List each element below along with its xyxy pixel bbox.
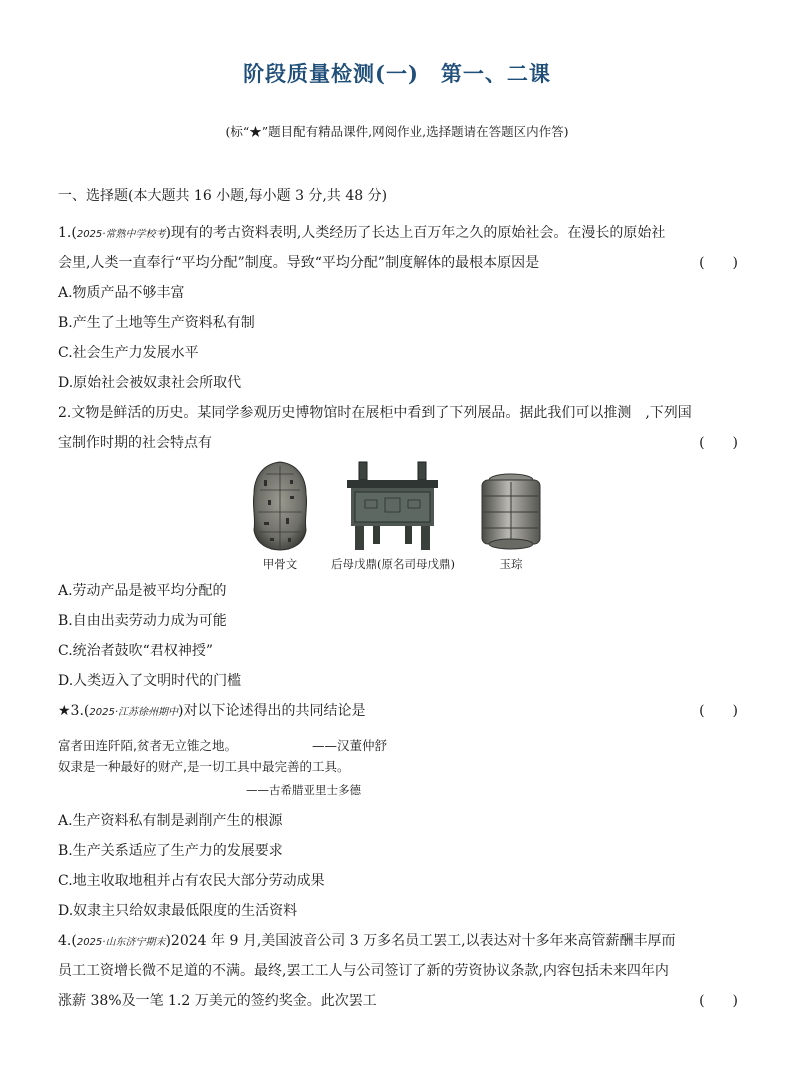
page-title: 阶段质量检测(一) 第一、二课	[243, 61, 551, 86]
oracle-bone-image	[250, 460, 310, 552]
q2-option-c[interactable]: C.统治者鼓吹“君权神授”	[58, 643, 213, 659]
q3-option-c[interactable]: C.地主收取地租并占有农民大部分劳动成果	[58, 873, 325, 889]
q3-quote2: 奴隶是一种最好的财产,是一切工具中最完善的工具。	[58, 759, 350, 774]
q1-option-d[interactable]: D.原始社会被奴隶社会所取代	[58, 375, 242, 391]
q2-option-b[interactable]: B.自由出卖劳动力成为可能	[58, 613, 227, 629]
q2-line2: 宝制作时期的社会特点有	[58, 435, 212, 451]
q4-line2: 员工工资增长微不足道的不满。最终,罢工工人与公司签订了新的劳资协议条款,内容包括未来四年内	[58, 963, 669, 979]
q2-line1: 2.文物是鲜活的历史。某同学参观历史博物馆时在展柜中看到了下列展品。据此我们可以推测 ,下列国	[58, 405, 692, 421]
q3-quote2-author: ——古希腊亚里士多德	[246, 783, 361, 797]
caption-oracle-bone: 甲骨文	[262, 557, 298, 571]
caption-jade-cong: 玉琮	[499, 557, 523, 571]
q3-option-d[interactable]: D.奴隶主只给奴隶最低限度的生活资料	[58, 903, 298, 919]
houmuwu-ding-image	[345, 460, 440, 552]
q4-line1: 4.(2025·山东济宁期末)2024 年 9 月,美国波音公司 3 万多名员工罢工,以表达对十多年来高管薪酬丰厚而	[58, 933, 676, 949]
caption-houmuwu-ding: 后母戊鼎(原名司母戊鼎)	[331, 557, 455, 571]
q1-option-b[interactable]: B.产生了土地等生产资料私有制	[58, 315, 255, 331]
q2-answer-paren[interactable]: ( )	[699, 435, 738, 451]
q1-answer-paren[interactable]: ( )	[699, 255, 738, 271]
q3-stem: ★3.(2025·江苏徐州期中)对以下论述得出的共同结论是	[58, 703, 366, 719]
q3-source: 2025·江苏徐州期中	[89, 707, 179, 718]
jade-cong-image	[478, 472, 544, 550]
q1-source: 2025·常熟中学校考	[76, 229, 166, 240]
section-heading: 一、选择题(本大题共 16 小题,每小题 3 分,共 48 分)	[58, 188, 388, 204]
q3-quote1: 富者田连阡陌,贫者无立锥之地。	[58, 738, 237, 753]
q4-line3: 涨薪 38%及一笔 1.2 万美元的签约奖金。此次罢工	[58, 993, 377, 1009]
q1-line2: 会里,人类一直奉行“平均分配”制度。导致“平均分配”制度解体的最根本原因是	[58, 255, 540, 271]
q4-source: 2025·山东济宁期末	[76, 937, 166, 948]
q1-option-c[interactable]: C.社会生产力发展水平	[58, 345, 199, 361]
q1-option-a[interactable]: A.物质产品不够丰富	[58, 285, 185, 301]
q3-quote1-author: ——汉董仲舒	[312, 738, 388, 753]
q1-line1: 1.(2025·常熟中学校考)现有的考古资料表明,人类经历了长达上百万年之久的原始社会。在漫长的原始社	[58, 225, 666, 241]
q3-option-a[interactable]: A.生产资料私有制是剥削产生的根源	[58, 813, 283, 829]
q3-option-b[interactable]: B.生产关系适应了生产力的发展要求	[58, 843, 283, 859]
q2-option-a[interactable]: A.劳动产品是被平均分配的	[58, 583, 227, 599]
q4-answer-paren[interactable]: ( )	[699, 993, 738, 1009]
instruction-note: (标“★”题目配有精品课件,网阅作业,选择题请在答题区内作答)	[225, 124, 569, 139]
q3-answer-paren[interactable]: ( )	[699, 703, 738, 719]
q2-option-d[interactable]: D.人类迈入了文明时代的门槛	[58, 673, 242, 689]
